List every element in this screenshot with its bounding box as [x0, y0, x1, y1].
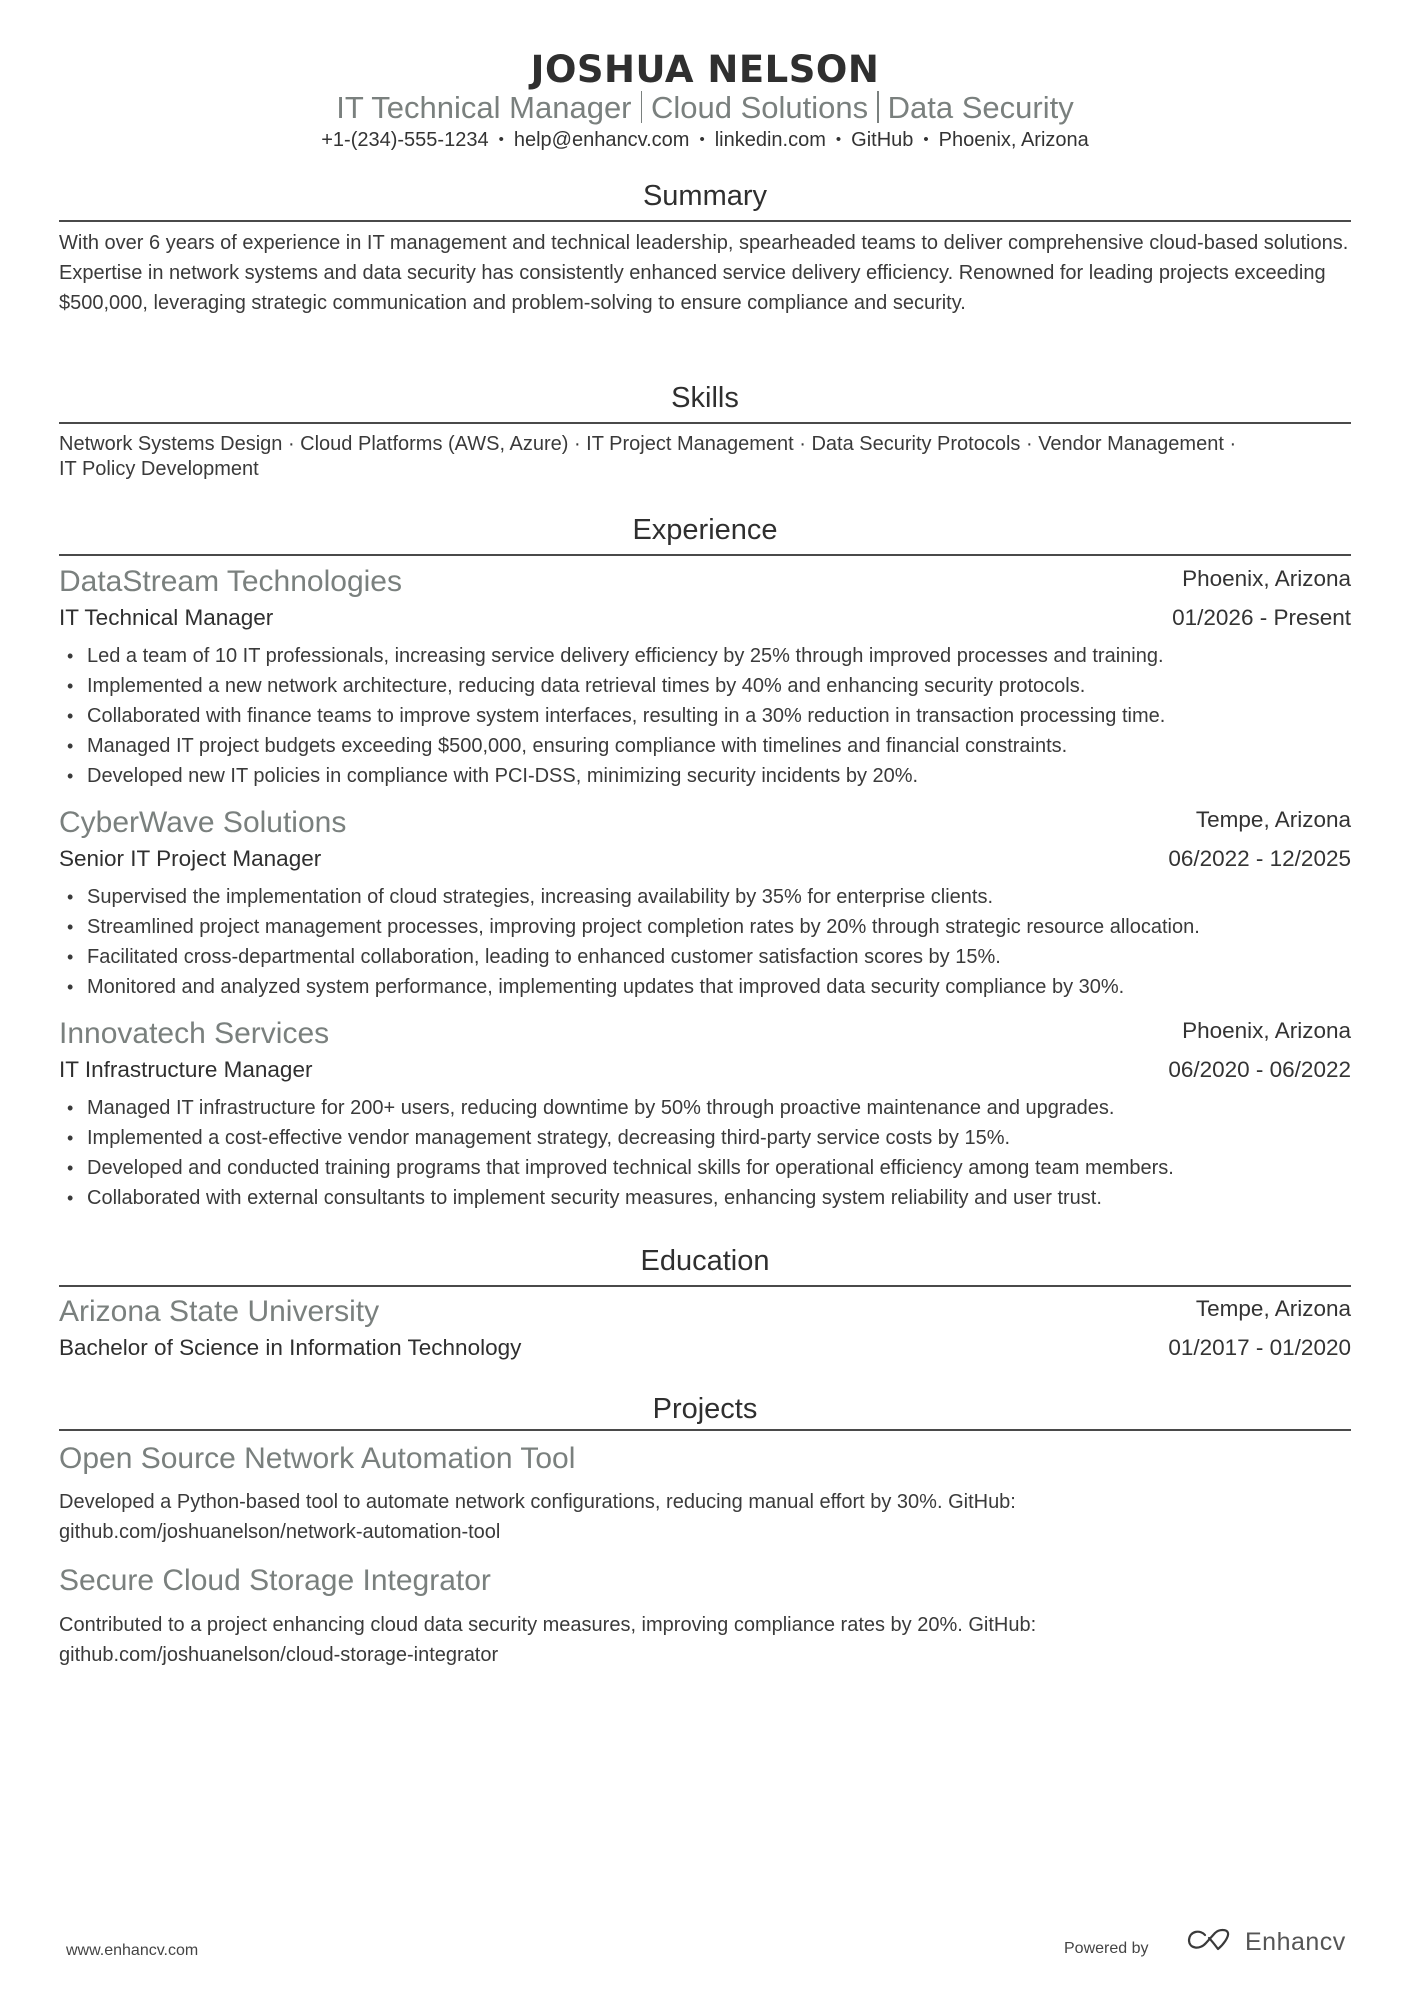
enhancv-brand[interactable]: [1185, 1927, 1346, 1958]
job-dates: 01/2026 - Present: [1172, 605, 1351, 630]
brand-name: Enhancv: [1245, 1928, 1346, 1956]
job-dates: 06/2022 - 12/2025: [1168, 846, 1351, 871]
section-title-experience: Experience: [632, 514, 778, 546]
bullet-separator: •: [699, 131, 705, 148]
bullet-separator: •: [923, 131, 929, 148]
job-location: Phoenix, Arizona: [1182, 1018, 1351, 1043]
section-divider: [59, 1429, 1351, 1431]
section-divider: [59, 554, 1351, 556]
school-location: Tempe, Arizona: [1195, 1296, 1351, 1321]
linkedin-link[interactable]: linkedin.com: [714, 129, 826, 151]
skills-line: Network Systems Design · Cloud Platforms (AWS, Azure) · IT Project Management · Data Security Protocols · Vendor Management ·: [59, 433, 1237, 455]
job-title: IT Technical Manager: [59, 605, 274, 630]
list-item: • Monitored and analyzed system performance, implementing updates that improved data security compliance by 30%.: [59, 972, 1351, 1002]
list-item: • Managed IT project budgets exceeding $500,000, ensuring compliance with timelines and financial constraints.: [59, 731, 1351, 761]
job-location: Phoenix, Arizona: [1182, 566, 1351, 591]
list-item: • Led a team of 10 IT professionals, increasing service delivery efficiency by 25% through improved processes and training.: [59, 641, 1351, 671]
powered-by-label: Powered by: [1064, 1940, 1149, 1957]
job-bullets: [59, 882, 1351, 1002]
email-link[interactable]: help@enhancv.com: [513, 129, 690, 151]
bullet-separator: •: [835, 131, 842, 148]
github-link[interactable]: GitHub: [851, 129, 914, 151]
project-link[interactable]: github.com/joshuanelson/network-automation-tool: [59, 1521, 501, 1543]
job-bullets: [59, 641, 1351, 791]
list-item: • Implemented a new network architecture, reducing data retrieval times by 40% and enhancing security protocols.: [59, 671, 1351, 701]
list-item: • Facilitated cross-departmental collaboration, leading to enhanced customer satisfaction scores by 15%.: [59, 942, 1351, 972]
section-title-education: Education: [640, 1245, 770, 1277]
skills-list: [59, 432, 1351, 482]
candidate-name: JOSHUA NELSON: [530, 48, 880, 91]
section-title-summary: Summary: [642, 180, 768, 212]
separator: [877, 91, 879, 123]
headline-part: Cloud Solutions: [651, 90, 869, 125]
project-link[interactable]: github.com/joshuanelson/cloud-storage-integrator: [59, 1644, 499, 1666]
section-divider: [59, 220, 1351, 222]
separator: [641, 91, 643, 123]
footer-website-link[interactable]: www.enhancv.com: [66, 1942, 199, 1959]
project-desc-line: Developed a Python-based tool to automate network configurations, reducing manual effort by 30%. GitHub:: [59, 1491, 1016, 1513]
bullet-separator: •: [498, 131, 504, 148]
enhancv-logo-icon: [1185, 1927, 1233, 1958]
section-title-skills: Skills: [671, 382, 739, 414]
project-description: [59, 1610, 1351, 1670]
list-item: • Managed IT infrastructure for 200+ users, reducing downtime by 50% through proactive maintenance and upgrades.: [59, 1093, 1351, 1123]
list-item: • Developed new IT policies in compliance with PCI-DSS, minimizing security incidents by 20%.: [59, 761, 1351, 791]
summary-text: With over 6 years of experience in IT management and technical leadership, spearheaded teams to deliver comprehensive cloud-based solutions. Expertise in network systems and data security has consistently enhanced service delivery efficiency. Renowned for leading projects exceeding $500,000, leveraging strategic communication and problem-solving to ensure compliance and security.: [59, 232, 1349, 314]
location: Phoenix, Arizona: [938, 129, 1089, 151]
section-divider: [59, 1285, 1351, 1287]
headline: [0, 90, 1410, 126]
job-bullets: [59, 1093, 1351, 1213]
company-name: Innovatech Services: [59, 1017, 330, 1050]
company-name: DataStream Technologies: [59, 565, 402, 598]
list-item: • Supervised the implementation of cloud strategies, increasing availability by 35% for enterprise clients.: [59, 882, 1351, 912]
job-title: Senior IT Project Manager: [59, 846, 322, 871]
company-name: CyberWave Solutions: [59, 806, 347, 839]
list-item: • Implemented a cost-effective vendor management strategy, decreasing third-party service costs by 15%.: [59, 1123, 1351, 1153]
job-location: Tempe, Arizona: [1195, 807, 1351, 832]
section-title-projects: Projects: [652, 1393, 758, 1425]
headline-part: Data Security: [887, 90, 1074, 125]
project-description: [59, 1487, 1351, 1547]
list-item: • Collaborated with external consultants to implement security measures, enhancing system reliability and user trust.: [59, 1183, 1351, 1213]
job-dates: 06/2020 - 06/2022: [1168, 1057, 1351, 1082]
school-name: Arizona State University: [59, 1295, 380, 1328]
headline-part: IT Technical Manager: [336, 90, 632, 125]
contact-line: [0, 129, 1410, 152]
job-title: IT Infrastructure Manager: [59, 1057, 313, 1082]
list-item: • Collaborated with finance teams to improve system interfaces, resulting in a 30% reduction in transaction processing time.: [59, 701, 1351, 731]
project-title: Open Source Network Automation Tool: [59, 1442, 576, 1475]
education-dates: 01/2017 - 01/2020: [1168, 1335, 1351, 1360]
phone: +1-(234)-555-1234: [321, 129, 489, 151]
list-item: • Streamlined project management processes, improving project completion rates by 20% through strategic resource allocation.: [59, 912, 1351, 942]
degree: Bachelor of Science in Information Technology: [59, 1335, 522, 1360]
project-title: Secure Cloud Storage Integrator: [59, 1564, 491, 1597]
list-item: • Developed and conducted training programs that improved technical skills for operational efficiency among team members.: [59, 1153, 1351, 1183]
skills-line: IT Policy Development: [59, 458, 259, 480]
project-desc-line: Contributed to a project enhancing cloud data security measures, improving compliance rates by 20%. GitHub:: [59, 1614, 1037, 1636]
section-divider: [59, 422, 1351, 424]
